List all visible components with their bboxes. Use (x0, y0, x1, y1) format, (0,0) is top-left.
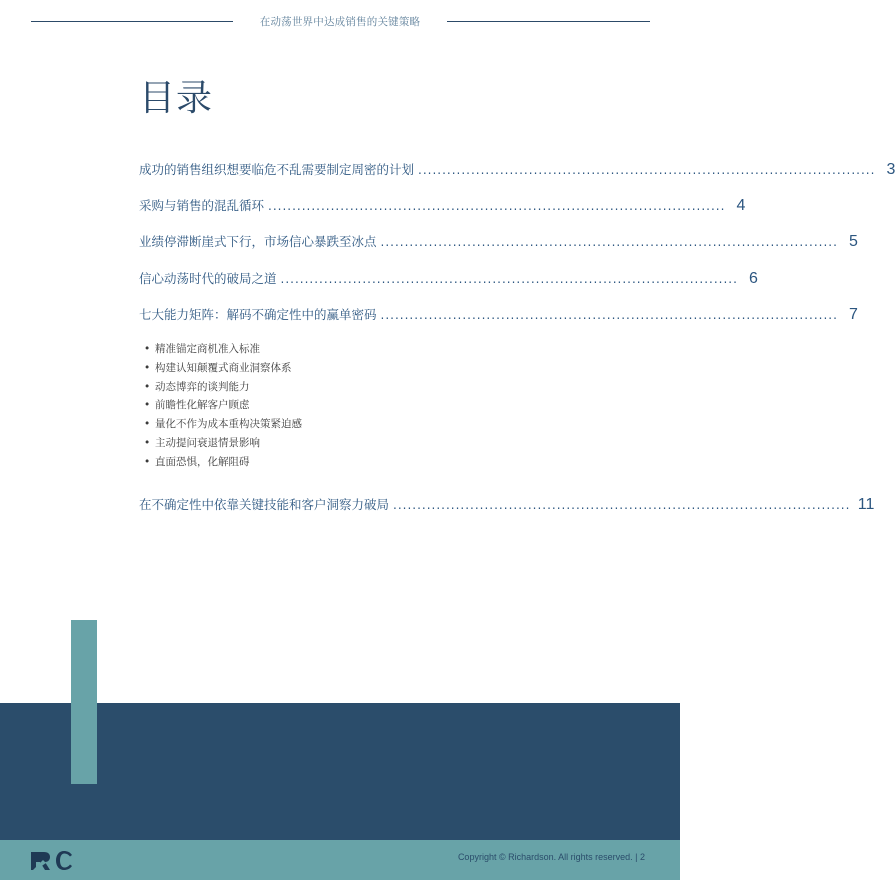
toc-entry-label: 信心动荡时代的破局之道 (139, 271, 277, 286)
bullet-icon: • (144, 343, 151, 355)
bullet-icon: • (144, 455, 151, 468)
toc-entry[interactable] (139, 160, 895, 180)
rc-logo-icon (30, 848, 76, 872)
dot-leader: ............................................................................................... (268, 199, 726, 213)
dot-leader: ............................................................................................... (380, 308, 838, 322)
dot-leader: ............................................................................................... (393, 498, 851, 512)
running-header: 在动荡世界中达成销售的关键策略 (259, 16, 421, 28)
copyright-text: Copyright © Richardson. All rights reserved. | 2 (457, 852, 645, 862)
list-item: • 前瞻性化解客户顾虑 (144, 399, 250, 412)
toc-entry-final[interactable] (139, 495, 875, 515)
toc-page-number: 6 (748, 270, 758, 287)
toc-entry[interactable] (139, 232, 858, 252)
toc-entry-label: 采购与销售的混乱循环 (139, 198, 265, 213)
bullet-icon: • (144, 418, 151, 431)
toc-page-number: 7 (848, 306, 858, 323)
toc-title: 目录 (139, 78, 214, 119)
header-rule-right (447, 21, 650, 22)
toc-entry-label: 在不确定性中依靠关键技能和客户洞察力破局 (139, 497, 390, 512)
toc-page-number: 5 (848, 233, 858, 250)
toc-entry[interactable] (139, 305, 858, 325)
toc-subitem-list (144, 341, 302, 473)
dot-leader: ............................................................................................... (380, 235, 838, 249)
toc-page-number: 11 (857, 496, 875, 513)
bullet-icon: • (144, 380, 151, 393)
list-item: • 量化不作为成本重构决策紧迫感 (144, 418, 302, 431)
toc-entry-label: 成功的销售组织想要临危不乱需要制定周密的计划 (139, 162, 415, 177)
accent-bar (71, 620, 97, 784)
bullet-icon: • (144, 436, 151, 449)
list-item: • 动态博弈的谈判能力 (144, 380, 250, 393)
dot-leader: ............................................................................................... (280, 272, 738, 286)
toc-entry-label: 七大能力矩阵：解码不确定性中的赢单密码 (139, 307, 377, 322)
list-item: • 精准锚定商机准入标准 (144, 343, 260, 355)
toc-entry[interactable] (139, 196, 746, 216)
bullet-icon: • (144, 399, 151, 412)
bullet-icon: • (144, 361, 151, 374)
footer-band (0, 703, 680, 840)
toc-entry[interactable] (139, 269, 758, 289)
list-item: • 直面恐惧，化解阻碍 (144, 455, 250, 468)
list-item: • 主动提问衰退情景影响 (144, 436, 260, 449)
toc-entry-label: 业绩停滞断崖式下行，市场信心暴跌至冰点 (139, 234, 377, 249)
list-item: • 构建认知颠覆式商业洞察体系 (144, 361, 292, 374)
header-rule-left (31, 21, 233, 22)
dot-leader: ............................................................................................... (418, 163, 876, 177)
toc-page-number: 3 (886, 161, 895, 178)
toc-page-number: 4 (736, 197, 746, 214)
